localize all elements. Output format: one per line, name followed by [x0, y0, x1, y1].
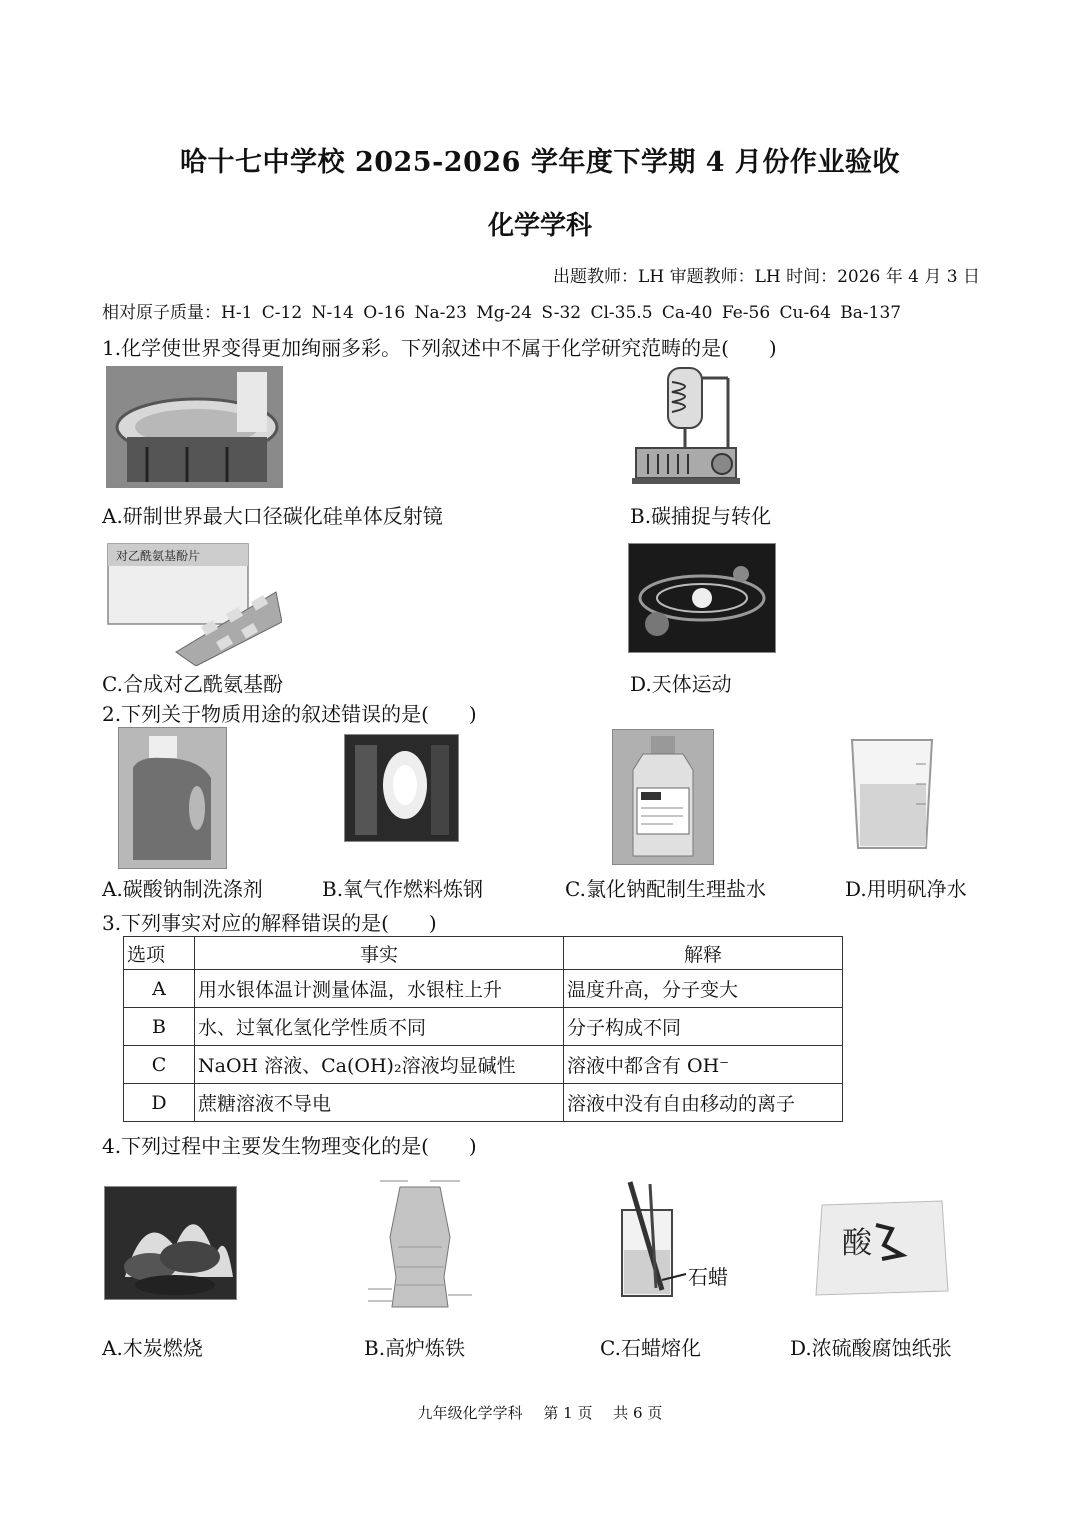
alum-beaker-photo — [846, 734, 938, 854]
row-fact: NaOH 溶液、Ca(OH)₂溶液均显碱性 — [195, 1046, 564, 1084]
footer-grade: 九年级化学学科 — [417, 1404, 523, 1422]
row-explanation: 溶液中没有自由移动的离子 — [564, 1084, 843, 1122]
page-footer — [0, 1402, 1080, 1423]
exam-meta: 出题教师：LH 审题教师：LH 时间：2026 年 4 月 3 日 — [553, 267, 980, 287]
subject-title: 化学学科 — [487, 211, 592, 241]
carbon-capture-diagram — [628, 364, 744, 488]
row-fact: 水、过氧化氢化学性质不同 — [195, 1008, 564, 1046]
table-row — [124, 970, 843, 1008]
paper-acid-text: 酸 — [842, 1226, 872, 1261]
medicine-box-photo — [106, 542, 282, 666]
q1-option-b: B.碳捕捉与转化 — [630, 504, 772, 528]
table-row — [124, 1084, 843, 1122]
row-explanation: 分子构成不同 — [564, 1008, 843, 1046]
q4-option-c: C.石蜡熔化 — [600, 1336, 701, 1360]
wax-label: 石蜡 — [688, 1265, 728, 1289]
blast-furnace-diagram — [360, 1167, 480, 1317]
q1-option-a: A.研制世界最大口径碳化硅单体反射镜 — [102, 504, 443, 528]
melting-wax-diagram — [610, 1180, 740, 1302]
question-2-stem: 2.下列关于物质用途的叙述错误的是( ) — [102, 702, 477, 726]
table-header-option: 选项 — [124, 937, 195, 970]
q4-option-d: D.浓硫酸腐蚀纸张 — [790, 1336, 952, 1360]
q4-option-a: A.木炭燃烧 — [102, 1336, 203, 1360]
burning-charcoal-photo — [104, 1186, 237, 1300]
q1-option-c: C.合成对乙酰氨基酚 — [102, 672, 283, 696]
row-option: D — [124, 1084, 195, 1122]
row-option: C — [124, 1046, 195, 1084]
footer-page-number: 第 1 页 — [543, 1404, 593, 1422]
detergent-bottle-photo — [118, 727, 227, 869]
question-1-stem: 1.化学使世界变得更加绚丽多彩。下列叙述中不属于化学研究范畴的是( ) — [102, 336, 777, 360]
question-3-stem: 3.下列事实对应的解释错误的是( ) — [102, 911, 437, 935]
q2-option-c: C.氯化钠配制生理盐水 — [565, 877, 766, 901]
steelmaking-photo — [344, 734, 459, 842]
question-4-stem: 4.下列过程中主要发生物理变化的是( ) — [102, 1134, 477, 1158]
row-option: B — [124, 1008, 195, 1046]
galaxy-photo — [628, 543, 776, 653]
table-row — [124, 1046, 843, 1084]
table-header-row — [124, 937, 843, 970]
medicine-box-text: 对乙酰氨基酚片 — [116, 549, 201, 563]
row-explanation: 溶液中都含有 OH⁻ — [564, 1046, 843, 1084]
page-title: 哈十七中学校 2025-2026 学年度下学期 4 月份作业验收 — [180, 147, 900, 178]
facts-table — [123, 936, 843, 1122]
q4-option-b: B.高炉炼铁 — [364, 1336, 466, 1360]
footer-total-pages: 共 6 页 — [613, 1404, 663, 1422]
table-header-explanation: 解释 — [564, 937, 843, 970]
q1-option-d: D.天体运动 — [630, 672, 732, 696]
saline-bottle-photo — [612, 729, 714, 865]
atomic-masses: 相对原子质量：H-1 C-12 N-14 O-16 Na-23 Mg-24 S-32 Cl-35.5 Ca-40 Fe-56 Cu-64 Ba-137 — [102, 303, 902, 323]
mirror-photo — [106, 366, 283, 488]
row-fact: 蔗糖溶液不导电 — [195, 1084, 564, 1122]
row-explanation: 温度升高，分子变大 — [564, 970, 843, 1008]
table-header-fact: 事实 — [195, 937, 564, 970]
q2-option-d: D.用明矾净水 — [845, 877, 967, 901]
acid-paper-photo — [812, 1195, 952, 1299]
row-fact: 用水银体温计测量体温，水银柱上升 — [195, 970, 564, 1008]
table-row — [124, 1008, 843, 1046]
row-option: A — [124, 970, 195, 1008]
q2-option-a: A.碳酸钠制洗涤剂 — [102, 877, 263, 901]
q2-option-b: B.氧气作燃料炼钢 — [322, 877, 484, 901]
